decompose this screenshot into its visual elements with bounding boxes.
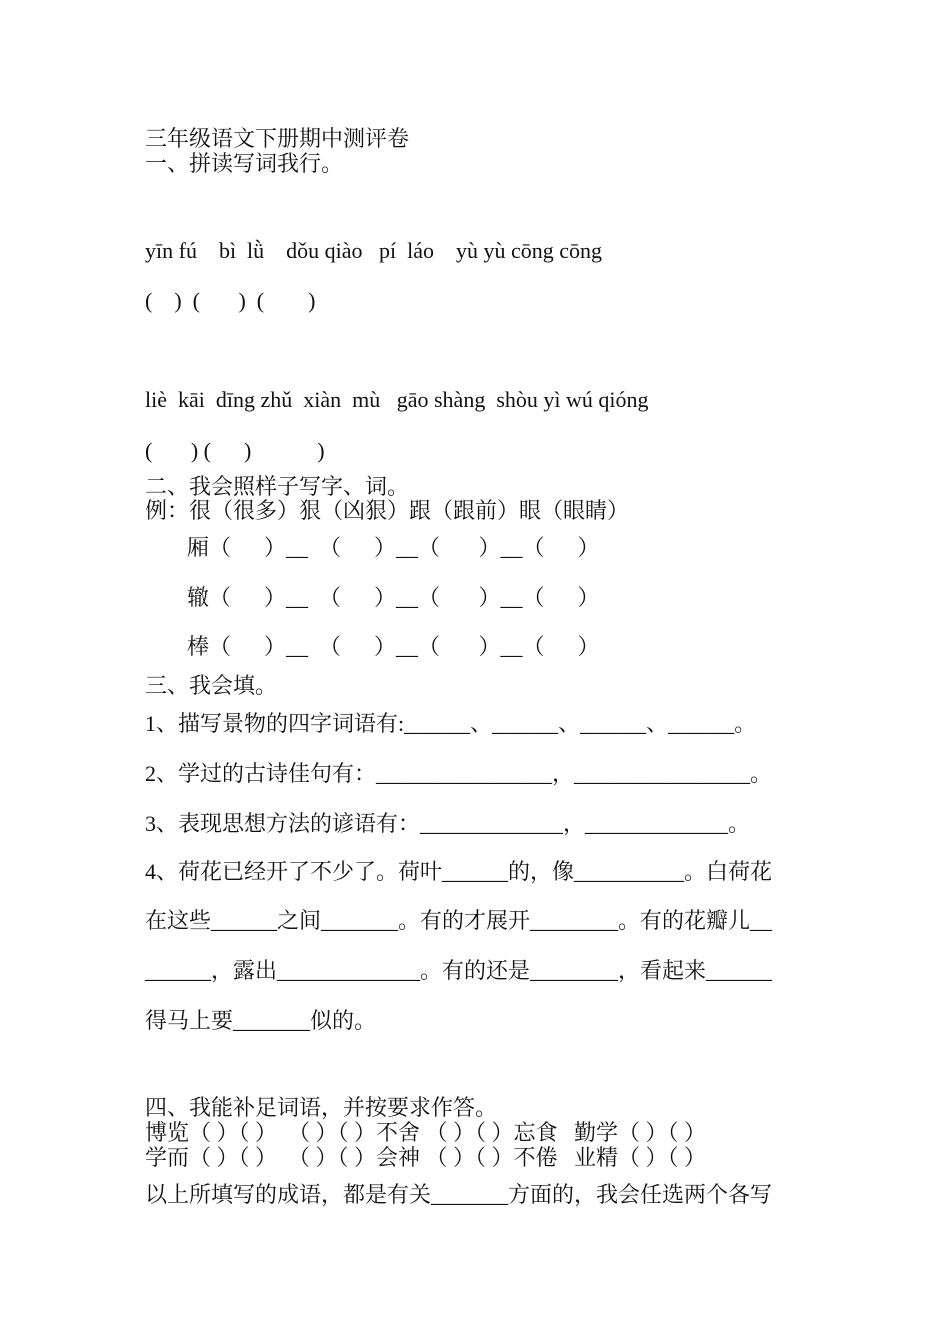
- word-form-row: 辙（ ）__ （ ）__（ ）__（ ）: [187, 585, 600, 610]
- idiom-row-1: 博览（ ）（ ） （ ）（ ）不舍 （ ）（ ）忘食 勤学（ ）（ ）: [145, 1120, 707, 1145]
- word-form-row: 厢（ ）__ （ ）__（ ）__（ ）: [187, 535, 600, 560]
- section4-summary: 以上所填写的成语，都是有关_______方面的，我会任选两个各写: [145, 1182, 773, 1207]
- fill-line: 1、描写景物的四字词语有:______、______、______、______。: [145, 711, 757, 736]
- fill-line: 在这些______之间_______。有的才展开________。有的花瓣儿__: [145, 908, 773, 933]
- section4-heading: 四、我能补足词语，并按要求作答。: [145, 1095, 498, 1120]
- section1-heading: 一、拼读写词我行。: [145, 151, 344, 176]
- fill-line: 2、学过的古诗佳句有：________________，________________。: [145, 761, 773, 786]
- word-form-row: 棒（ ）__ （ ）__（ ）__（ ）: [187, 634, 600, 659]
- pinyin-row-1: yīn fú bì lǜ dǒu qiào pí láo yù yù cōng cōng: [145, 238, 603, 263]
- pinyin-row-2: liè kāi dīng zhǔ xiàn mù gāo shàng shòu yì wú qióng: [145, 387, 649, 412]
- fill-line: 4、荷花已经开了不少了。荷叶______的，像__________。白荷花: [145, 859, 773, 884]
- section2-heading: 二、我会照样子写字、词。: [145, 474, 410, 499]
- section2-example: 例：很（很多）狠（凶狠）跟（跟前）眼（眼睛）: [145, 498, 630, 523]
- idiom-row-2: 学而（ ）（ ） （ ）（ ）会神 （ ）（ ）不倦 业精（ ）（ ）: [145, 1145, 707, 1170]
- answer-blanks-row-2: ( ) ( ) ): [145, 438, 325, 463]
- fill-line: ______，露出_____________。有的还是________，看起来______: [145, 958, 773, 983]
- fill-line: 得马上要_______似的。: [145, 1008, 377, 1033]
- fill-line: 3、表现思想方法的谚语有：_____________，_____________。: [145, 811, 751, 836]
- answer-blanks-row-1: ( ) ( ) ( ): [145, 288, 316, 313]
- section3-heading: 三、我会填。: [145, 673, 278, 698]
- exam-title: 三年级语文下册期中测评卷: [145, 126, 410, 151]
